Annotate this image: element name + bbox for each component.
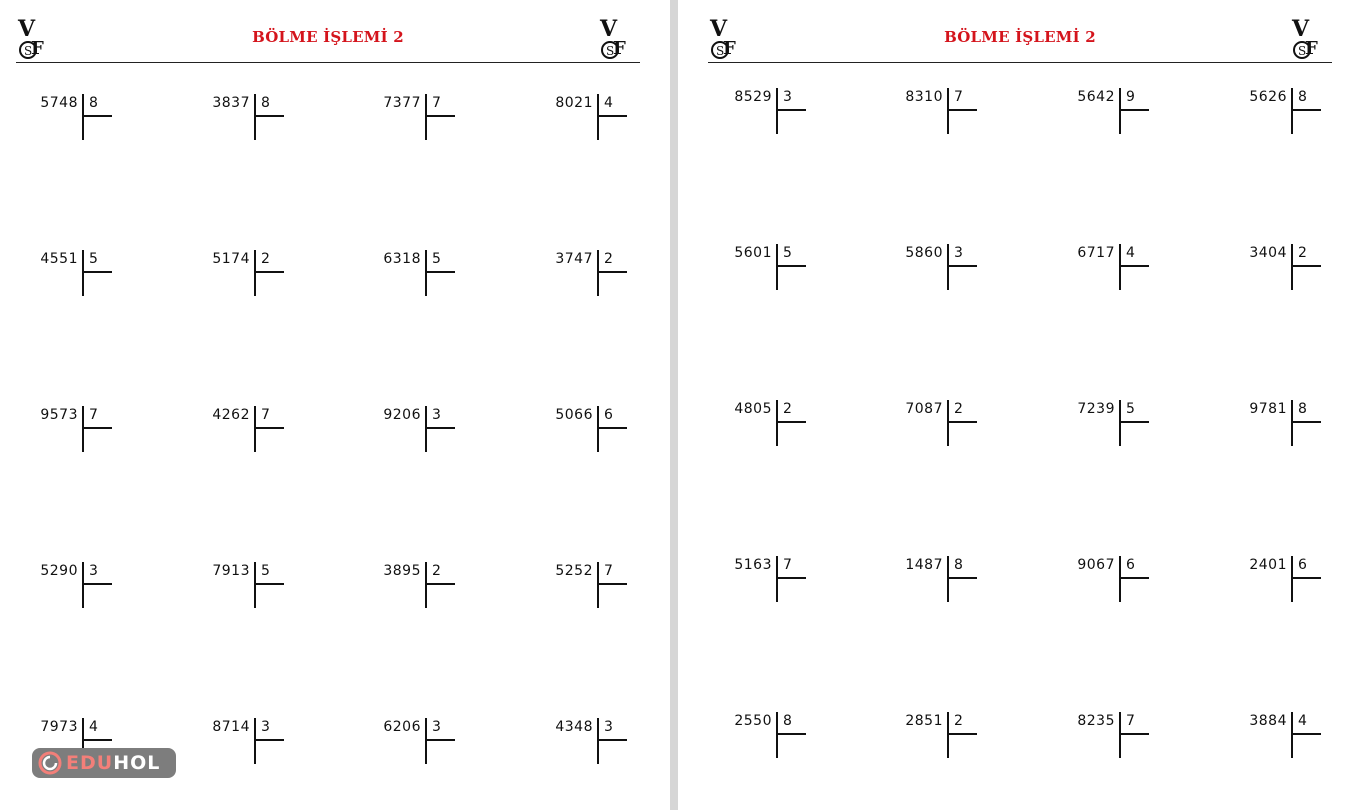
dividend: 5252 xyxy=(555,563,593,579)
division-problem xyxy=(34,250,134,296)
dividend: 8310 xyxy=(905,89,943,105)
dividend: 3404 xyxy=(1249,245,1287,261)
dividend: 5626 xyxy=(1249,89,1287,105)
division-problem xyxy=(1243,400,1343,446)
divisor: 8 xyxy=(783,713,792,729)
division-problem xyxy=(206,250,306,296)
division-bracket-horizontal xyxy=(776,577,806,579)
page-divider xyxy=(670,0,678,810)
division-bracket-horizontal xyxy=(1291,265,1321,267)
divisor: 7 xyxy=(261,407,270,423)
divisor: 3 xyxy=(432,407,441,423)
divisor: 7 xyxy=(432,95,441,111)
eduhol-watermark xyxy=(32,748,176,778)
division-bracket-horizontal xyxy=(597,739,627,741)
division-problem xyxy=(1071,88,1171,134)
divisor: 2 xyxy=(1298,245,1307,261)
division-problem xyxy=(1071,400,1171,446)
division-bracket-horizontal xyxy=(82,739,112,741)
svg-text:F: F xyxy=(723,38,736,59)
division-bracket-horizontal xyxy=(947,421,977,423)
division-bracket-vertical xyxy=(425,718,427,764)
division-bracket-vertical xyxy=(776,400,778,446)
dividend: 8529 xyxy=(734,89,772,105)
division-problem xyxy=(899,712,999,758)
division-bracket-horizontal xyxy=(254,271,284,273)
division-bracket-horizontal xyxy=(425,271,455,273)
divisor: 3 xyxy=(89,563,98,579)
division-bracket-horizontal xyxy=(1119,577,1149,579)
division-problem xyxy=(728,712,828,758)
division-bracket-vertical xyxy=(776,556,778,602)
dividend: 7377 xyxy=(383,95,421,111)
division-bracket-vertical xyxy=(82,94,84,140)
divisor: 7 xyxy=(954,89,963,105)
division-bracket-vertical xyxy=(425,406,427,452)
divisor: 2 xyxy=(783,401,792,417)
dividend: 3837 xyxy=(212,95,250,111)
division-problem xyxy=(899,556,999,602)
division-bracket-horizontal xyxy=(597,115,627,117)
division-problem xyxy=(34,562,134,608)
svg-text:V: V xyxy=(1292,16,1310,42)
svg-text:S: S xyxy=(1298,44,1307,58)
division-problem xyxy=(377,250,477,296)
divisor: 8 xyxy=(954,557,963,573)
worksheet-title: BÖLME İŞLEMİ 2 xyxy=(252,28,404,46)
divisor: 4 xyxy=(604,95,613,111)
division-problem xyxy=(377,562,477,608)
division-bracket-horizontal xyxy=(776,265,806,267)
division-bracket-horizontal xyxy=(597,271,627,273)
dividend: 9067 xyxy=(1077,557,1115,573)
division-problem xyxy=(899,88,999,134)
division-problem xyxy=(899,400,999,446)
divisor: 5 xyxy=(1126,401,1135,417)
divisor: 3 xyxy=(783,89,792,105)
division-problem xyxy=(206,94,306,140)
division-problem xyxy=(1243,556,1343,602)
division-bracket-vertical xyxy=(254,406,256,452)
division-problem xyxy=(728,556,828,602)
divisor: 7 xyxy=(1126,713,1135,729)
divisor: 2 xyxy=(954,401,963,417)
svg-text:S: S xyxy=(716,44,725,58)
division-bracket-horizontal xyxy=(254,427,284,429)
division-problem xyxy=(549,94,649,140)
division-bracket-vertical xyxy=(82,562,84,608)
division-bracket-vertical xyxy=(597,718,599,764)
dividend: 3884 xyxy=(1249,713,1287,729)
division-bracket-horizontal xyxy=(82,271,112,273)
dividend: 5748 xyxy=(40,95,78,111)
dividend: 7973 xyxy=(40,719,78,735)
dividend: 8235 xyxy=(1077,713,1115,729)
dividend: 4348 xyxy=(555,719,593,735)
division-bracket-vertical xyxy=(597,250,599,296)
division-bracket-horizontal xyxy=(1291,577,1321,579)
divisor: 8 xyxy=(89,95,98,111)
division-bracket-vertical xyxy=(947,712,949,758)
division-problem xyxy=(377,718,477,764)
division-bracket-vertical xyxy=(947,88,949,134)
dividend: 3895 xyxy=(383,563,421,579)
division-bracket-vertical xyxy=(254,250,256,296)
divisor: 7 xyxy=(783,557,792,573)
division-problem xyxy=(549,718,649,764)
dividend: 8021 xyxy=(555,95,593,111)
division-bracket-horizontal xyxy=(1119,109,1149,111)
division-bracket-horizontal xyxy=(597,583,627,585)
svg-text:F: F xyxy=(1305,38,1318,59)
dividend: 2550 xyxy=(734,713,772,729)
worksheet-title: BÖLME İŞLEMİ 2 xyxy=(944,28,1096,46)
division-problem xyxy=(377,406,477,452)
svg-text:V: V xyxy=(600,16,618,42)
divisor: 7 xyxy=(89,407,98,423)
divisor: 3 xyxy=(261,719,270,735)
divisor: 2 xyxy=(954,713,963,729)
dividend: 4551 xyxy=(40,251,78,267)
division-problem xyxy=(206,562,306,608)
division-bracket-vertical xyxy=(947,400,949,446)
vsf-logo-icon xyxy=(1290,14,1332,60)
division-bracket-horizontal xyxy=(82,427,112,429)
division-bracket-vertical xyxy=(1119,400,1121,446)
dividend: 7239 xyxy=(1077,401,1115,417)
division-bracket-vertical xyxy=(947,244,949,290)
divisor: 6 xyxy=(604,407,613,423)
dividend: 7087 xyxy=(905,401,943,417)
division-bracket-horizontal xyxy=(947,265,977,267)
divisor: 7 xyxy=(604,563,613,579)
divisor: 8 xyxy=(1298,401,1307,417)
division-problem xyxy=(1071,244,1171,290)
division-problem xyxy=(34,94,134,140)
dividend: 9206 xyxy=(383,407,421,423)
watermark-text: EDUHOL xyxy=(66,752,161,774)
division-bracket-vertical xyxy=(776,244,778,290)
division-bracket-vertical xyxy=(1119,244,1121,290)
division-bracket-vertical xyxy=(776,88,778,134)
division-bracket-vertical xyxy=(254,718,256,764)
division-problem xyxy=(1071,712,1171,758)
division-bracket-horizontal xyxy=(1291,733,1321,735)
division-bracket-vertical xyxy=(776,712,778,758)
division-bracket-vertical xyxy=(82,250,84,296)
divisor: 8 xyxy=(1298,89,1307,105)
divisor: 5 xyxy=(432,251,441,267)
worksheet-left xyxy=(0,0,670,810)
divisor: 5 xyxy=(89,251,98,267)
division-bracket-horizontal xyxy=(82,583,112,585)
dividend: 5290 xyxy=(40,563,78,579)
division-bracket-horizontal xyxy=(776,109,806,111)
dividend: 4805 xyxy=(734,401,772,417)
dividend: 1487 xyxy=(905,557,943,573)
division-problem xyxy=(549,562,649,608)
svg-text:V: V xyxy=(18,16,36,42)
division-bracket-horizontal xyxy=(1119,421,1149,423)
dividend: 7913 xyxy=(212,563,250,579)
dividend: 5601 xyxy=(734,245,772,261)
division-bracket-horizontal xyxy=(1291,421,1321,423)
svg-text:V: V xyxy=(710,16,728,42)
division-bracket-vertical xyxy=(1291,556,1293,602)
division-bracket-horizontal xyxy=(947,733,977,735)
division-bracket-horizontal xyxy=(254,739,284,741)
dividend: 2401 xyxy=(1249,557,1287,573)
division-bracket-horizontal xyxy=(776,421,806,423)
svg-text:S: S xyxy=(606,44,615,58)
dividend: 6717 xyxy=(1077,245,1115,261)
division-bracket-horizontal xyxy=(425,427,455,429)
division-bracket-vertical xyxy=(947,556,949,602)
divisor: 8 xyxy=(261,95,270,111)
division-bracket-vertical xyxy=(254,562,256,608)
division-bracket-vertical xyxy=(597,406,599,452)
division-bracket-horizontal xyxy=(1119,265,1149,267)
worksheet-header xyxy=(708,14,1332,63)
division-bracket-vertical xyxy=(254,94,256,140)
dividend: 5642 xyxy=(1077,89,1115,105)
eduhol-logo-icon xyxy=(38,751,62,775)
division-bracket-vertical xyxy=(1119,556,1121,602)
division-bracket-horizontal xyxy=(597,427,627,429)
division-bracket-horizontal xyxy=(1291,109,1321,111)
division-problem xyxy=(206,718,306,764)
svg-text:S: S xyxy=(24,44,33,58)
divisor: 6 xyxy=(1298,557,1307,573)
division-problem xyxy=(728,400,828,446)
division-bracket-horizontal xyxy=(776,733,806,735)
dividend: 6318 xyxy=(383,251,421,267)
division-problem xyxy=(1243,88,1343,134)
divisor: 6 xyxy=(1126,557,1135,573)
division-bracket-vertical xyxy=(597,562,599,608)
dividend: 5163 xyxy=(734,557,772,573)
dividend: 2851 xyxy=(905,713,943,729)
divisor: 4 xyxy=(1126,245,1135,261)
divisor: 5 xyxy=(261,563,270,579)
dividend: 3747 xyxy=(555,251,593,267)
division-problem xyxy=(34,406,134,452)
dividend: 5066 xyxy=(555,407,593,423)
division-bracket-vertical xyxy=(1291,712,1293,758)
dividend: 5174 xyxy=(212,251,250,267)
divisor: 2 xyxy=(604,251,613,267)
division-bracket-horizontal xyxy=(425,583,455,585)
dividend: 9573 xyxy=(40,407,78,423)
divisor: 4 xyxy=(1298,713,1307,729)
division-bracket-horizontal xyxy=(425,115,455,117)
division-bracket-vertical xyxy=(1119,88,1121,134)
divisor: 9 xyxy=(1126,89,1135,105)
divisor: 2 xyxy=(432,563,441,579)
division-bracket-vertical xyxy=(1291,244,1293,290)
divisor: 4 xyxy=(89,719,98,735)
division-bracket-vertical xyxy=(1291,400,1293,446)
worksheet-header xyxy=(16,14,640,63)
division-bracket-vertical xyxy=(1119,712,1121,758)
division-problem xyxy=(549,406,649,452)
vsf-logo-icon xyxy=(598,14,640,60)
division-problem xyxy=(1071,556,1171,602)
divisor: 5 xyxy=(783,245,792,261)
dividend: 5860 xyxy=(905,245,943,261)
svg-text:F: F xyxy=(613,38,626,59)
division-bracket-horizontal xyxy=(254,583,284,585)
svg-text:F: F xyxy=(31,38,44,59)
division-bracket-horizontal xyxy=(254,115,284,117)
division-problem xyxy=(1243,244,1343,290)
division-bracket-horizontal xyxy=(947,109,977,111)
division-bracket-horizontal xyxy=(425,739,455,741)
division-bracket-vertical xyxy=(1291,88,1293,134)
division-bracket-vertical xyxy=(597,94,599,140)
division-problem xyxy=(1243,712,1343,758)
division-problem xyxy=(728,88,828,134)
divisor: 3 xyxy=(432,719,441,735)
division-bracket-horizontal xyxy=(1119,733,1149,735)
division-bracket-vertical xyxy=(425,562,427,608)
dividend: 4262 xyxy=(212,407,250,423)
division-problem xyxy=(549,250,649,296)
division-bracket-vertical xyxy=(425,250,427,296)
divisor: 3 xyxy=(954,245,963,261)
divisor: 3 xyxy=(604,719,613,735)
dividend: 8714 xyxy=(212,719,250,735)
divisor: 2 xyxy=(261,251,270,267)
dividend: 9781 xyxy=(1249,401,1287,417)
division-problem xyxy=(377,94,477,140)
division-bracket-horizontal xyxy=(82,115,112,117)
division-bracket-vertical xyxy=(82,406,84,452)
division-problem xyxy=(728,244,828,290)
division-bracket-horizontal xyxy=(947,577,977,579)
worksheet-right xyxy=(678,0,1350,810)
division-problem xyxy=(899,244,999,290)
division-problem xyxy=(206,406,306,452)
dividend: 6206 xyxy=(383,719,421,735)
division-bracket-vertical xyxy=(425,94,427,140)
